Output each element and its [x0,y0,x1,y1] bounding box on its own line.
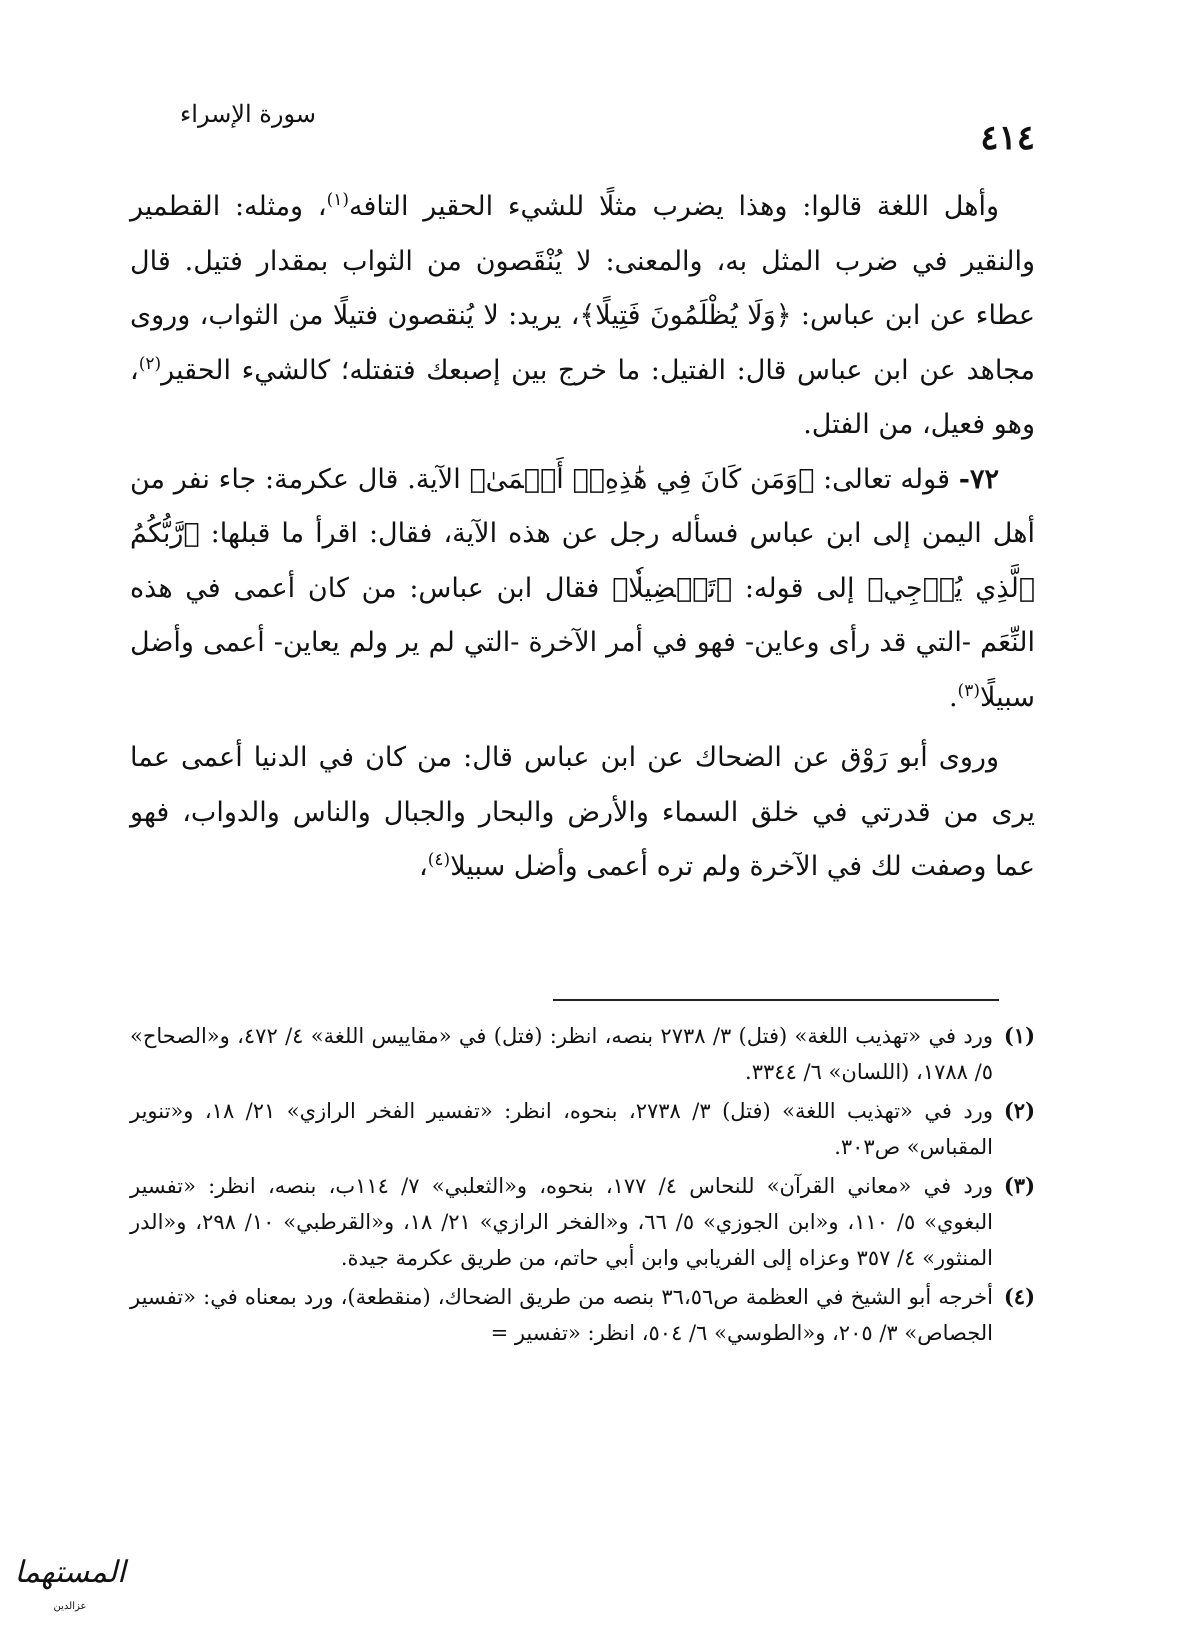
footnote-marker-3: (٣) [957,680,980,701]
footnote-marker-4: (٤) [427,850,451,870]
running-header [180,100,1035,160]
footnote-text: ورد في «معاني القرآن» للنحاس ٤/ ١٧٧، بنحوه، و«الثعلبي» ٧/ ١١٤ب، بنصه، انظر: «تفسير البغوي» ٥/ ١١٠، و«ابن الجوزي» ٥/ ٦٦، و«الفخر الرازي» ٢١/ ١٨، و«القرطبي» ١٠/ ٢٩٨، و«الدر المنثور» ٤/ ٣٥٧ وعزاه إلى الفريابي وابن أبي حاتم، من طريق عكرمة جيدة. [130,1174,993,1270]
paragraph-1 [130,180,1035,453]
footnote [130,1168,1035,1276]
library-stamp [10,1555,130,1625]
paragraph-text: وروى أبو رَوْق عن الضحاك عن ابن عباس قال: من كان في الدنيا أعمى عما يرى من قدرتي في خلق السماء والأرض والبحار والجبال والناس والدواب، فهو عما وصفت لك في الآخرة ولم تره أعمى وأضل سبيلا [130,742,1035,882]
footnote-number: (١) [1003,1023,1035,1048]
page-number: ٤١٤ [980,118,1035,158]
paragraph-text: ، [419,851,428,882]
footnote-text: ورد في «تهذيب اللغة» (فتل) ٣/ ٢٧٣٨ بنصه، انظر: (فتل) في «مقاييس اللغة» ٤/ ٤٧٢، و«الصحاح» ٥/ ١٧٨٨، (اللسان» ٦/ ٣٣٤٤. [130,1024,993,1084]
verse-number: ٧٢- [958,463,999,495]
footnote-number: (٢) [1003,1098,1035,1123]
paragraph-text: ، ومثله: القطمير والنقير في ضرب المثل به، والمعنى: لا يُنْقَصون من الثواب بمقدار فتيل. قال عطاء عن ابن عباس: ﴿وَلَا يُظْلَمُونَ فَتِيلًا﴾، يريد: لا يُنقصون فتيلًا من الثواب، وروى مجاهد عن ابن عباس قال: الفتيل: ما خرج بين إصبعك فتفتله؛ كالشيء الحقير [130,191,1035,386]
footnote-text: أخرجه أبو الشيخ في العظمة ص٣٦،٥٦ بنصه من طريق الضحاك، (منقطعة)، ورد بمعناه في: «تفسير الجصاص» ٣/ ٢٠٥، و«الطوسي» ٦/ ٥٠٤، انظر: «تفسير = [130,1285,993,1345]
footnote-number: (٣) [1003,1173,1035,1198]
main-text [130,180,1035,895]
footnote [130,1093,1035,1165]
stamp-subtext: عزالدين [53,1601,87,1612]
paragraph-2 [130,453,1035,726]
paragraph-text: . [948,681,958,713]
paragraph-text: قوله تعالى: ﴿وَمَن كَانَ فِي هَٰذِهِۦٓ أَعۡمَىٰ﴾ الآية. قال عكرمة: جاء نفر من أهل اليمن إلى ابن عباس فسأله رجل عن هذه الآية، فقال: اقرأ ما قبلها: ﴿رَّبُّكُمُ ٱلَّذِي يُزۡجِي﴾ إلى قوله: ﴿تَفۡضِيلٗا﴾ فقال ابن عباس: من كان أعمى في هذه النِّعَم -التي قد رأى وعاين- فهو في أمر الآخرة -التي لم ير ولم يعاين- أعمى وأضل سبيلًا [130,463,1035,713]
footnote-marker-1: (١) [326,190,349,210]
surah-title: سورة الإسراء [180,100,316,128]
footnote-text: ورد في «تهذيب اللغة» (فتل) ٣/ ٢٧٣٨، بنحوه، انظر: «تفسير الفخر الرازي» ٢١/ ١٨، و«تنوير المقباس» ص٣٠٣. [130,1099,993,1159]
footnote [130,1018,1035,1090]
footnote [130,1279,1035,1351]
stamp-logo-text: المستهما [14,1555,126,1590]
footnotes [130,1018,1035,1354]
paragraph-text: وأهل اللغة قالوا: وهذا يضرب مثلًا للشيء الحقير التافه [348,191,999,222]
footnote-divider [553,999,999,1001]
footnote-number: (٤) [1003,1284,1035,1309]
footnote-marker-2: (٢) [138,353,162,374]
paragraph-3 [130,731,1035,895]
paragraph-text: ، وهو فعيل، من الفتل. [130,354,1035,440]
